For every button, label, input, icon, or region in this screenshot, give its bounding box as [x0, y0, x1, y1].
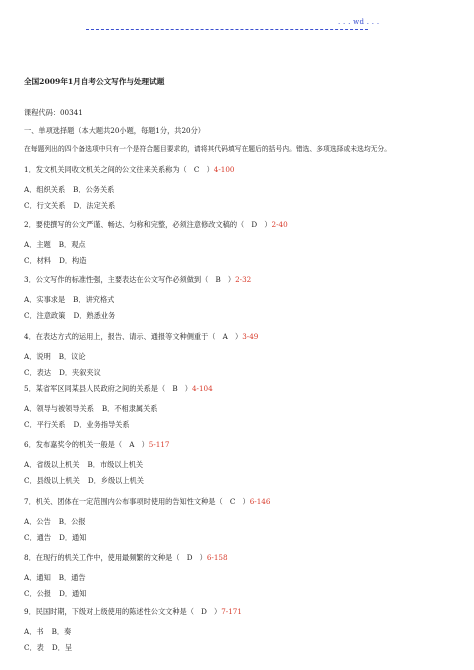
option-text: A．主题: [24, 240, 51, 249]
option-text: C．材料: [24, 256, 52, 265]
answer-reference: 6-158: [206, 553, 228, 562]
option-text: A．领导与被领导关系: [24, 404, 94, 413]
question-stem: [24, 220, 288, 229]
question-text: 4．在表达方式的运用上，报告、请示、通报等文种侧重于（ A ）: [24, 332, 243, 341]
option-row: [24, 240, 86, 249]
question-text: 3．公文写作的标准性强，主要表达在公文写作必须做到（ B ）: [24, 275, 236, 284]
answer-reference: 5-117: [148, 440, 170, 449]
option-text: C．公报: [24, 589, 52, 598]
option-text: D．通知: [59, 589, 87, 598]
option-text: B．奏: [51, 627, 72, 636]
option-text: D．法定关系: [73, 201, 116, 210]
option-row: [24, 573, 86, 582]
option-row: [24, 368, 101, 377]
option-row: [24, 589, 86, 598]
option-row: [24, 476, 144, 485]
course-code: 课程代码：00341: [24, 108, 83, 117]
option-text: A．组织关系: [24, 185, 66, 194]
question-stem: [24, 607, 242, 616]
option-text: C．县级以上机关: [24, 476, 80, 485]
option-text: C．表达: [24, 368, 52, 377]
option-row: [24, 627, 71, 636]
option-text: D．构造: [59, 256, 87, 265]
answer-reference: 6-146: [249, 497, 271, 506]
question-text: 5．某省军区同某县人民政府之间的关系是（ B ）: [24, 384, 192, 393]
option-text: D．熟悉业务: [73, 311, 116, 320]
option-row: [24, 311, 115, 320]
option-text: B．议论: [58, 352, 86, 361]
option-text: A．实事求是: [24, 295, 66, 304]
option-text: C．行文关系: [24, 201, 66, 210]
option-text: A．省级以上机关: [24, 460, 80, 469]
option-row: [24, 517, 86, 526]
question-text: 6．发布嘉奖令的机关一般是（ A ）: [24, 440, 149, 449]
option-text: C．注意政策: [24, 311, 66, 320]
question-stem: [24, 275, 251, 284]
option-row: [24, 256, 86, 265]
answer-reference: 7-171: [221, 607, 242, 616]
option-row: [24, 201, 115, 210]
option-text: D．乡级以上机关: [87, 476, 144, 485]
question-stem: [24, 165, 235, 174]
header-dashed-rule: [86, 29, 368, 30]
option-row: [24, 295, 114, 304]
option-text: C．表: [24, 643, 44, 652]
option-text: D．通知: [59, 533, 87, 542]
option-row: [24, 185, 114, 194]
option-text: D．业务指导关系: [73, 420, 130, 429]
doc-title: 全国2009年1月自考公文写作与处理试题: [24, 77, 165, 86]
option-text: A．书: [24, 627, 44, 636]
option-text: D．夹叙夹议: [59, 368, 101, 377]
option-text: C．通告: [24, 533, 52, 542]
answer-reference: 4-104: [191, 384, 213, 393]
option-text: A．公告: [24, 517, 51, 526]
question-text: 2．要使撰写的公文严谨、畅达、匀称和完整，必须注意修改文稿的（ D ）: [24, 220, 272, 229]
option-text: B．观点: [58, 240, 86, 249]
option-text: B．不相隶属关系: [101, 404, 158, 413]
option-text: B．公报: [58, 517, 86, 526]
option-text: B．市级以上机关: [87, 460, 144, 469]
option-row: [24, 643, 72, 652]
option-row: [24, 420, 130, 429]
question-stem: [24, 332, 258, 341]
option-text: A．说明: [24, 352, 51, 361]
option-row: [24, 460, 143, 469]
section-heading: 一、单项选择题（本大题共20小题，每题1分，共20分）: [24, 126, 205, 135]
option-text: C．平行关系: [24, 420, 66, 429]
answer-reference: 2-40: [271, 220, 288, 229]
answer-reference: 2-32: [235, 275, 252, 284]
header-mark: . . . wd . . .: [338, 18, 380, 26]
answer-reference: 3-49: [242, 332, 259, 341]
option-text: D．呈: [51, 643, 73, 652]
question-text: 9．民国时期，下级对上级使用的陈述性公文文种是（ D ）: [24, 607, 222, 616]
option-text: B．讲究格式: [73, 295, 115, 304]
question-stem: [24, 384, 213, 393]
option-text: B．公务关系: [73, 185, 115, 194]
instruction-text: 在每题列出的四个备选项中只有一个是符合题目要求的，请将其代码填写在题后的括号内。错选、多项选择或未选均无分。: [24, 145, 392, 153]
question-stem: [24, 497, 270, 506]
question-text: 8．在现行的机关工作中，使用最频繁的文种是（ D ）: [24, 553, 207, 562]
option-row: [24, 533, 86, 542]
option-row: [24, 404, 158, 413]
question-text: 7．机关、团体在一定范围内公布事项时使用的告知性文种是（ C ）: [24, 497, 250, 506]
question-stem: [24, 553, 228, 562]
question-stem: [24, 440, 170, 449]
option-text: B．通告: [58, 573, 86, 582]
option-text: A．通知: [24, 573, 51, 582]
question-text: 1．发文机关同收文机关之间的公文往来关系称为（ C ）: [24, 165, 214, 174]
answer-reference: 4-100: [213, 165, 235, 174]
option-row: [24, 352, 86, 361]
